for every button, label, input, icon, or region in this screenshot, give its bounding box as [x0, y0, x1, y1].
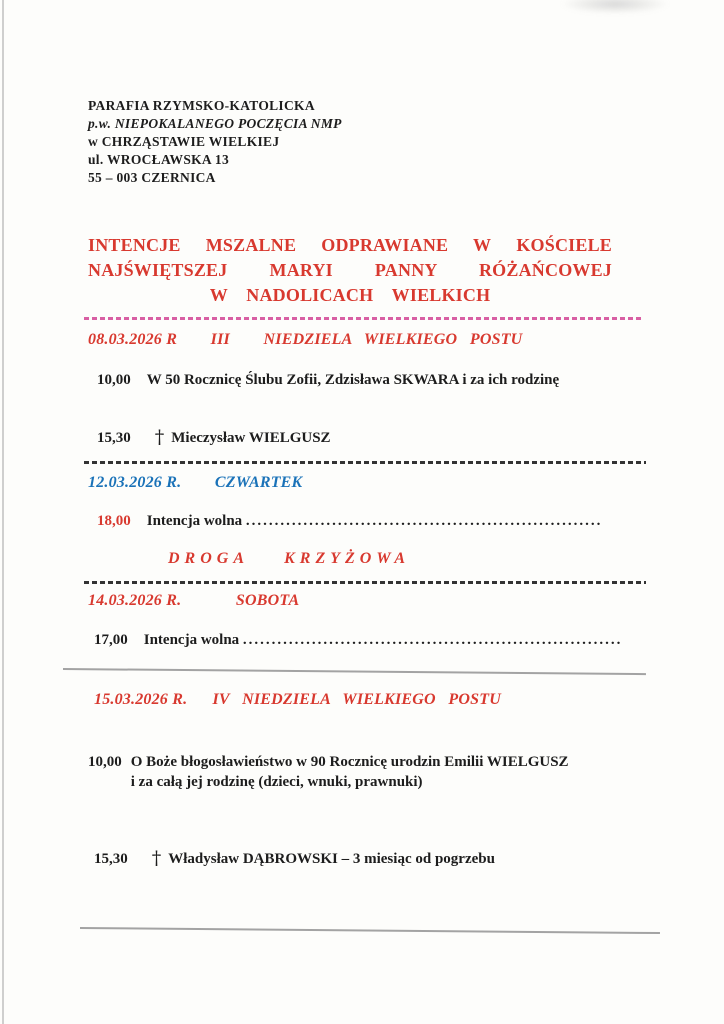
mass-entry	[88, 752, 663, 792]
mass-entry	[94, 849, 495, 869]
mass-time: 18,00	[97, 513, 131, 529]
mass-entry	[97, 511, 602, 531]
date-heading-day1: 08.03.2026 R III NIEDZIELA WIELKIEGO POSTU	[88, 331, 523, 348]
parish-town: w CHRZĄSTAWIE WIELKIEJ	[88, 134, 280, 149]
mass-time: 10,00	[88, 754, 122, 770]
date-heading-day4: 15.03.2026 R. IV NIEDZIELA WIELKIEGO POSTU	[94, 691, 501, 708]
horizontal-rule	[80, 927, 660, 934]
mass-intention-line1: O Boże błogosławieństwo w 90 Rocznicę urodzin Emilii WIELGUSZ	[130, 754, 569, 770]
stations-of-the-cross-note: DROGA KRZYŻOWA	[168, 550, 411, 567]
mass-intention: Mieczysław WIELGUSZ	[171, 430, 331, 446]
mass-time: 15,30	[94, 851, 128, 867]
mass-time: 17,00	[94, 632, 128, 648]
mass-intention: Intencja wolna	[146, 513, 246, 529]
title-line-2: NAJŚWIĘTSZEJ MARYI PANNY RÓŻAŃCOWEJ	[88, 260, 612, 280]
mass-entry	[97, 428, 331, 448]
dashed-divider	[84, 461, 646, 464]
mass-intention: W 50 Rocznicę Ślubu Zofii, Zdzisława SKWARA i za ich rodzinę	[146, 372, 560, 388]
mass-entry	[97, 370, 657, 390]
mass-intention-line2: i za całą jej rodzinę (dzieci, wnuki, prawnuki)	[130, 774, 423, 790]
title-line-1: INTENCJE MSZALNE ODPRAWIANE W KOŚCIELE	[88, 235, 612, 255]
title-line-3: W NADOLICACH WIELKICH	[209, 285, 491, 305]
dot-leader: ..............................................................	[245, 513, 603, 529]
horizontal-rule	[63, 668, 646, 675]
scan-edge-artifact	[2, 0, 4, 1024]
dashed-divider-pink	[84, 317, 644, 320]
cross-icon: †	[151, 847, 162, 869]
scan-smudge-artifact	[560, 0, 670, 14]
mass-time: 10,00	[97, 372, 131, 388]
parish-street: ul. WROCŁAWSKA 13	[88, 152, 230, 167]
date-heading-day2: 12.03.2026 R. CZWARTEK	[88, 474, 303, 491]
parish-postal: 55 – 003 CZERNICA	[88, 170, 216, 185]
date-heading-day3: 14.03.2026 R. SOBOTA	[88, 592, 300, 609]
mass-intention: Intencja wolna	[143, 632, 243, 648]
parish-header	[88, 97, 342, 187]
mass-intention	[131, 752, 569, 792]
parish-patron: p.w. NIEPOKALANEGO POCZĘCIA NMP	[88, 116, 342, 131]
parish-name: PARAFIA RZYMSKO-KATOLICKA	[88, 98, 315, 113]
dashed-divider	[84, 581, 646, 584]
cross-icon: †	[154, 426, 165, 448]
mass-time: 15,30	[97, 430, 131, 446]
mass-intention: Władysław DĄBROWSKI – 3 miesiąc od pogrzebu	[168, 851, 495, 867]
document-title	[88, 233, 612, 308]
mass-entry	[94, 630, 622, 650]
dot-leader: ..................................................................	[242, 632, 623, 648]
